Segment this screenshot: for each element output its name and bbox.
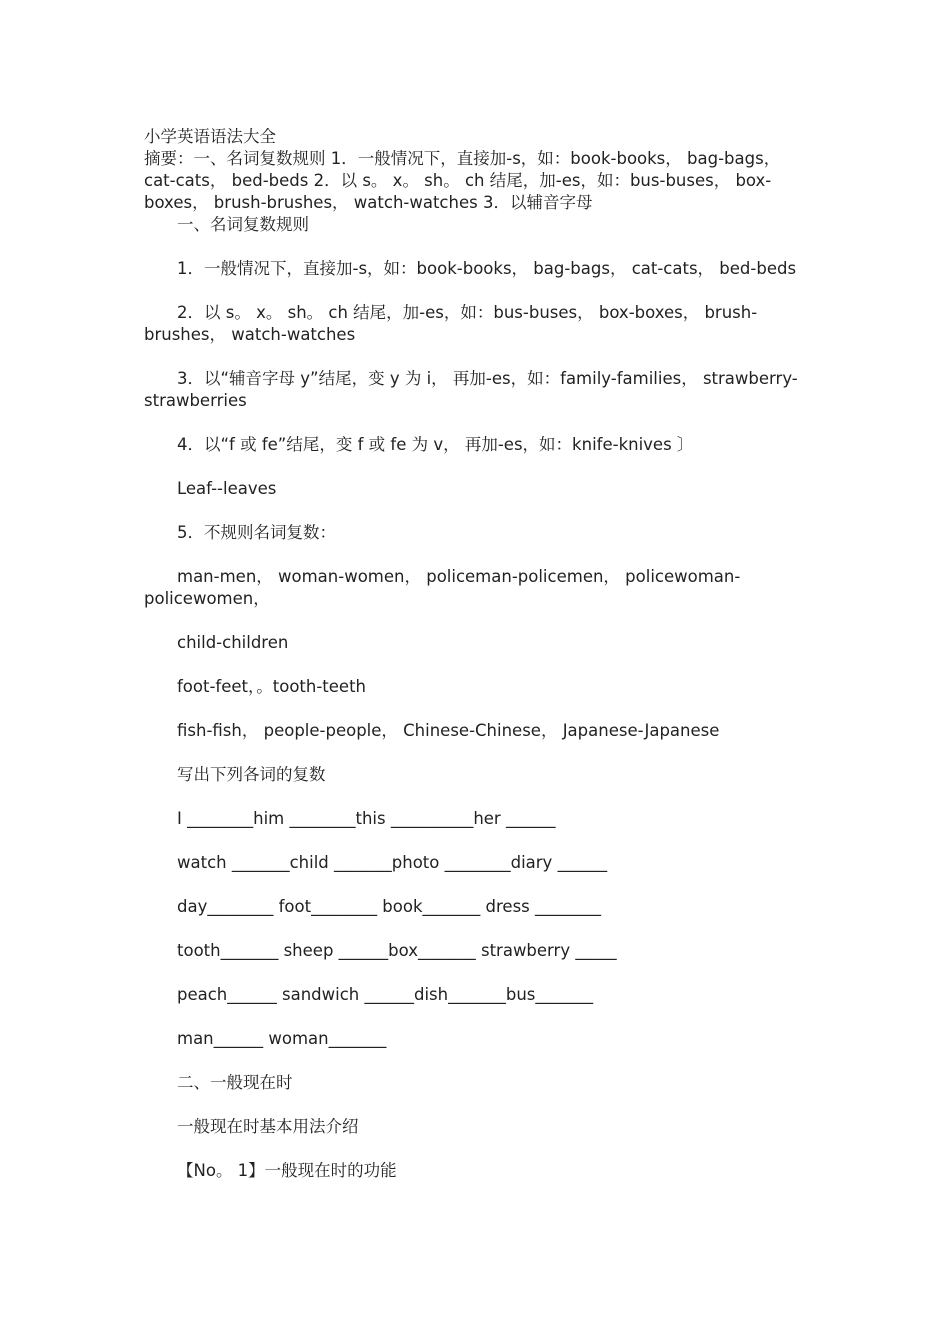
summary-line: boxes， brush-brushes， watch-watches 3．以辅音字母 xyxy=(144,193,593,212)
rule-5-heading: 5．不规则名词复数： xyxy=(177,523,336,542)
summary-line: 摘要：一、名词复数规则 1．一般情况下，直接加-s，如：book-books， bag-bags， xyxy=(144,149,781,168)
rule-1: 1．一般情况下，直接加-s，如：book-books， bag-bags， cat-cats， bed-beds xyxy=(177,259,797,278)
exercise-line: I ________him ________this __________her ______ xyxy=(177,809,556,828)
exercise-line: peach______ sandwich ______dish_______bus_______ xyxy=(177,985,594,1004)
irregular-line: man-men， woman-women， policeman-policemen， policewoman- xyxy=(177,567,741,586)
section1-heading: 一、名词复数规则 xyxy=(177,215,309,234)
section2-intro: 一般现在时基本用法介绍 xyxy=(177,1117,359,1136)
section2-heading: 二、一般现在时 xyxy=(177,1073,293,1092)
rule-4-example: Leaf--leaves xyxy=(177,479,277,498)
document-title: 小学英语语法大全 xyxy=(144,127,276,146)
rule-3-continued: strawberries xyxy=(144,391,247,410)
section2-subheading: 【No。 1】一般现在时的功能 xyxy=(177,1161,397,1180)
exercise-line: day________ foot________ book_______ dress ________ xyxy=(177,897,602,916)
exercise-line: watch _______child _______photo ________diary ______ xyxy=(177,853,608,872)
irregular-line: child-children xyxy=(177,633,289,652)
exercise-line: man______ woman_______ xyxy=(177,1029,387,1048)
summary-line: cat-cats， bed-beds 2．以 s。 x。 sh。 ch 结尾，加-es，如：bus-buses， box- xyxy=(144,171,772,190)
rule-2-continued: brushes， watch-watches xyxy=(144,325,356,344)
rule-3: 3．以“辅音字母 y”结尾，变 y 为 i， 再加-es，如：family-families， strawberry- xyxy=(177,369,798,388)
irregular-line: foot-feet，。tooth-teeth xyxy=(177,677,366,696)
exercise-line: tooth_______ sheep ______box_______ strawberry _____ xyxy=(177,941,617,960)
irregular-line-continued: policewomen， xyxy=(144,589,270,608)
exercise-heading: 写出下列各词的复数 xyxy=(177,765,326,784)
rule-2: 2．以 s。 x。 sh。 ch 结尾，加-es，如：bus-buses， box-boxes， brush- xyxy=(177,303,758,322)
rule-4: 4．以“f 或 fe”结尾，变 f 或 fe 为 v， 再加-es，如：knife-knives 〕 xyxy=(177,435,694,454)
irregular-line: fish-fish， people-people， Chinese-Chinese， Japanese-Japanese xyxy=(177,721,720,740)
